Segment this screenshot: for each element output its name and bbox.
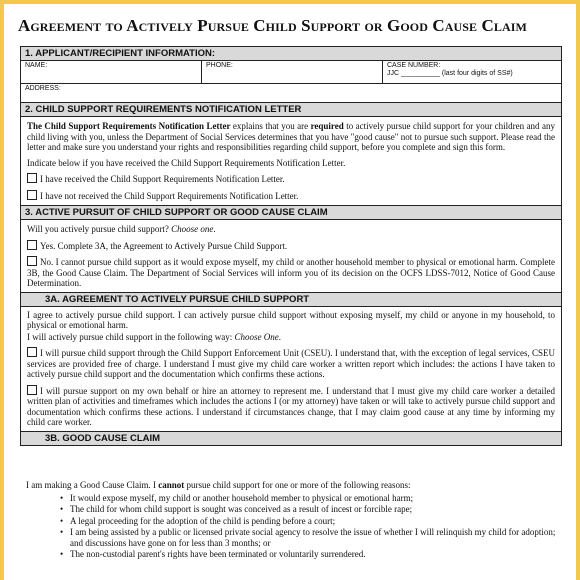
- address-label: ADDRESS:: [25, 85, 61, 92]
- section-3-body: [21, 220, 561, 292]
- form-title: Agreement to Actively Pursue Child Support or Good Cause Claim: [18, 16, 527, 35]
- section-3b-heading: 3B. GOOD CAUSE CLAIM: [21, 431, 561, 446]
- way-text: I will actively pursue child support in the following way: Choose One.: [27, 331, 281, 342]
- pursue-question: Will you actively pursue child support? Choose one.: [27, 224, 216, 234]
- case-blank: __________: [401, 70, 440, 77]
- option-cseu: I will pursue child support through the Child Support Enforcement Unit (CSEU). I understand that, with the exception of legal services, CSEU services are provided free of charge. I understand I must give my child care worker a written report which includes: the actions I have taken to actively pursue child support and the documentation which confirms these actions.: [27, 348, 555, 379]
- section-3a-heading: 3A. AGREEMENT TO ACTIVELY PURSUE CHILD SUPPORT: [21, 292, 561, 307]
- list-item: • I am being assisted by a public or licensed private social agency to resolve the issue of whether I will relinquish my child for adoption; and discussions have gone on for less than 3 months; or: [70, 527, 566, 548]
- name-field[interactable]: [21, 61, 201, 83]
- case-number-field[interactable]: [382, 61, 561, 83]
- case-number-label: CASE NUMBER:: [387, 62, 441, 69]
- indicate-text: Indicate below if you have received the Child Support Requirements Notification Letter.: [27, 157, 346, 168]
- option-own: I will pursue support on my own behalf or hire an attorney to represent me. I understand that I must give my child care worker a detailed written plan of activities and timeframes which includes the actions I (or my attorney) have taken or will take to actively pursue child support and documentation which confirms these actions. I understand if circumstances change, that I may claim good cause at any time by informing my child care worker.: [27, 385, 555, 427]
- phone-field[interactable]: [201, 61, 382, 83]
- option-yes: Yes. Complete 3A, the Agreement to Actively Pursue Child Support.: [27, 240, 555, 252]
- option-received: I have received the Child Support Requirements Notification Letter.: [27, 173, 555, 185]
- checkbox-received[interactable]: [27, 173, 37, 183]
- section-1-heading: 1. APPLICANT/RECIPIENT INFORMATION:: [21, 47, 561, 61]
- form-page: [4, 4, 576, 580]
- option-no: No. I cannot pursue child support as it would expose myself, my child or another household member to physical or emotional harm. Complete 3B, the Good Cause Claim. The Department of Social Services will inform you of its decision on the OCFS LDSS-7012, Notice of Good Cause Determination.: [27, 257, 555, 288]
- section-2-heading: 2. CHILD SUPPORT REQUIREMENTS NOTIFICATION LETTER: [21, 103, 561, 117]
- good-cause-intro: I am making a Good Cause Claim. I cannot pursue child support for one or more of the following reasons:: [26, 480, 411, 490]
- list-item: • It would expose myself, my child or another household member to physical or emotional harm;: [70, 493, 566, 504]
- applicant-row: [21, 61, 561, 84]
- section-2-paragraph: The Child Support Requirements Notification Letter explains that you are required to actively pursue child support for your children and any child living with you, unless the Department of Social Services determines that you have "good cause" not to pursue such support. Please read the letter and make sure you understand your rights and responsibilities regarding child support, before you complete and sign this form.: [27, 121, 555, 152]
- phone-label: PHONE:: [206, 62, 233, 69]
- checkbox-own[interactable]: [27, 385, 37, 395]
- address-field[interactable]: [21, 84, 561, 102]
- list-item: • The child for whom child support is sought was conceived as a result of incest or forcible rape;: [70, 504, 566, 515]
- section-3a-body: [21, 307, 561, 431]
- list-item: • The non-custodial parent's rights have been terminated or voluntarily surrendered.: [70, 549, 566, 560]
- section-3-heading: 3. ACTIVE PURSUIT OF CHILD SUPPORT OR GOOD CAUSE CLAIM: [21, 206, 561, 220]
- option-not-received: I have not received the Child Support Requirements Notification Letter.: [27, 190, 555, 202]
- checkbox-no[interactable]: [27, 256, 37, 266]
- address-row: [21, 84, 561, 103]
- section-3b-body: [20, 477, 572, 564]
- reasons-list: [26, 493, 566, 560]
- name-label: NAME:: [25, 62, 48, 69]
- checkbox-yes[interactable]: [27, 240, 37, 250]
- agree-text: I agree to actively pursue child support. I can actively pursue child support without exposing myself, my child or anyone in my household, to physical or emotional harm.: [27, 309, 555, 330]
- checkbox-cseu[interactable]: [27, 347, 37, 357]
- form-frame: [20, 46, 562, 446]
- checkbox-not-received[interactable]: [27, 190, 37, 200]
- list-item: • A legal proceeding for the adoption of the child is pending before a court;: [70, 516, 566, 527]
- case-prefix: JJC: [387, 70, 400, 77]
- section-2-body: [21, 117, 561, 206]
- case-hint: (last four digits of SS#): [441, 70, 513, 77]
